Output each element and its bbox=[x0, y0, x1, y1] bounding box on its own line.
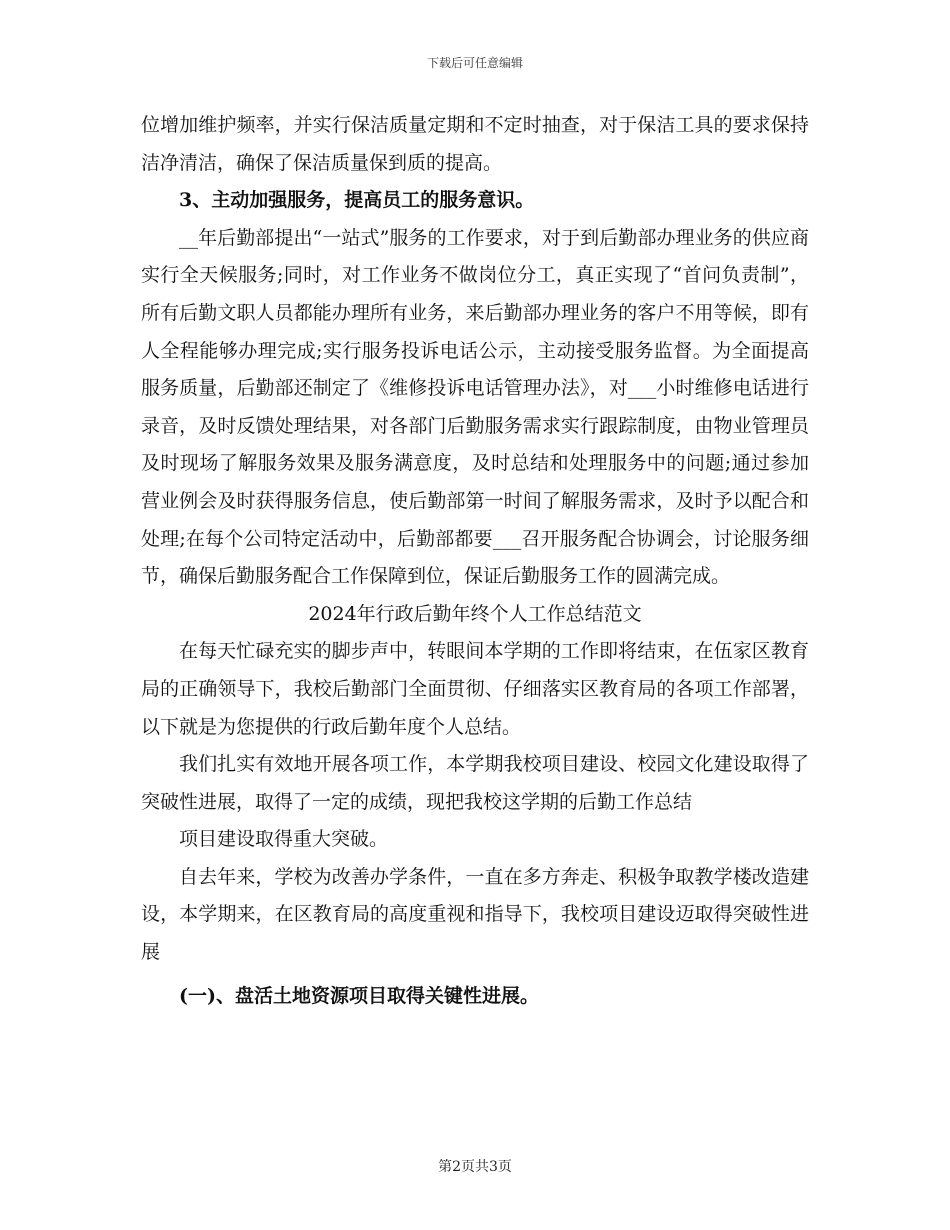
paragraph-continuation: 位增加维护频率，并实行保洁质量定期和不定时抽查，对于保洁工具的要求保持洁净清洁，确保了保洁质量保到质的提高。 bbox=[141, 114, 809, 174]
paragraph-achievements: 我们扎实有效地开展各项工作，本学期我校项目建设、校园文化建设取得了突破性进展，取得了一定的成绩，现把我校这学期的后勤工作总结 bbox=[141, 753, 809, 813]
paragraph-project-breakthrough: 项目建设取得重大突破。 bbox=[179, 828, 389, 851]
subsection-heading-1: (一)、盘活土地资源项目取得关键性进展。 bbox=[179, 984, 539, 1007]
document-title: 2024年行政后勤年终个人工作总结范文 bbox=[308, 602, 642, 625]
document-body bbox=[141, 107, 809, 1015]
paragraph-service: __年后勤部提出“一站式”服务的工作要求，对于到后勤部办理业务的供应商实行全天候服务;同时，对工作业务不做岗位分工，真正实现了“首问负责制”，所有后勤文职人员都能办理所有业务，来后勤部办理业务的客户不用等候，即有人全程能够办理完成;实行服务投诉电话公示，主动接受服务监督。为全面提高服务质量，后勤部还制定了《维修投诉电话管理办法》，对___小时维修电话进行录音，及时反馈处理结果，对各部门后勤服务需求实行跟踪制度，由物业管理员及时现场了解服务效果及服务满意度，及时总结和处理服务中的问题;通过参加营业例会及时获得服务信息，使后勤部第一时间了解服务需求，及时予以配合和处理;在每个公司特定活动中，后勤部都要___召开服务配合协调会，讨论服务细节，确保后勤服务配合工作保障到位，保证后勤服务工作的圆满完成。 bbox=[141, 226, 809, 588]
page-header-note: 下载后可任意编辑 bbox=[426, 56, 523, 70]
section-heading-3: 3、主动加强服务，提高员工的服务意识。 bbox=[179, 189, 535, 212]
page-number-footer: 第2页共3页 bbox=[438, 1159, 512, 1175]
paragraph-intro: 在每天忙碌充实的脚步声中，转眼间本学期的工作即将结束，在伍家区教育局的正确领导下，我校后勤部门全面贯彻、仔细落实区教育局的各项工作部署，以下就是为您提供的行政后勤年度个人总结。 bbox=[141, 640, 809, 738]
paragraph-project-detail: 自去年来，学校为改善办学条件，一直在多方奔走、积极争取教学楼改造建设，本学期来，在区教育局的高度重视和指导下，我校项目建设迈取得突破性进展 bbox=[141, 865, 809, 964]
